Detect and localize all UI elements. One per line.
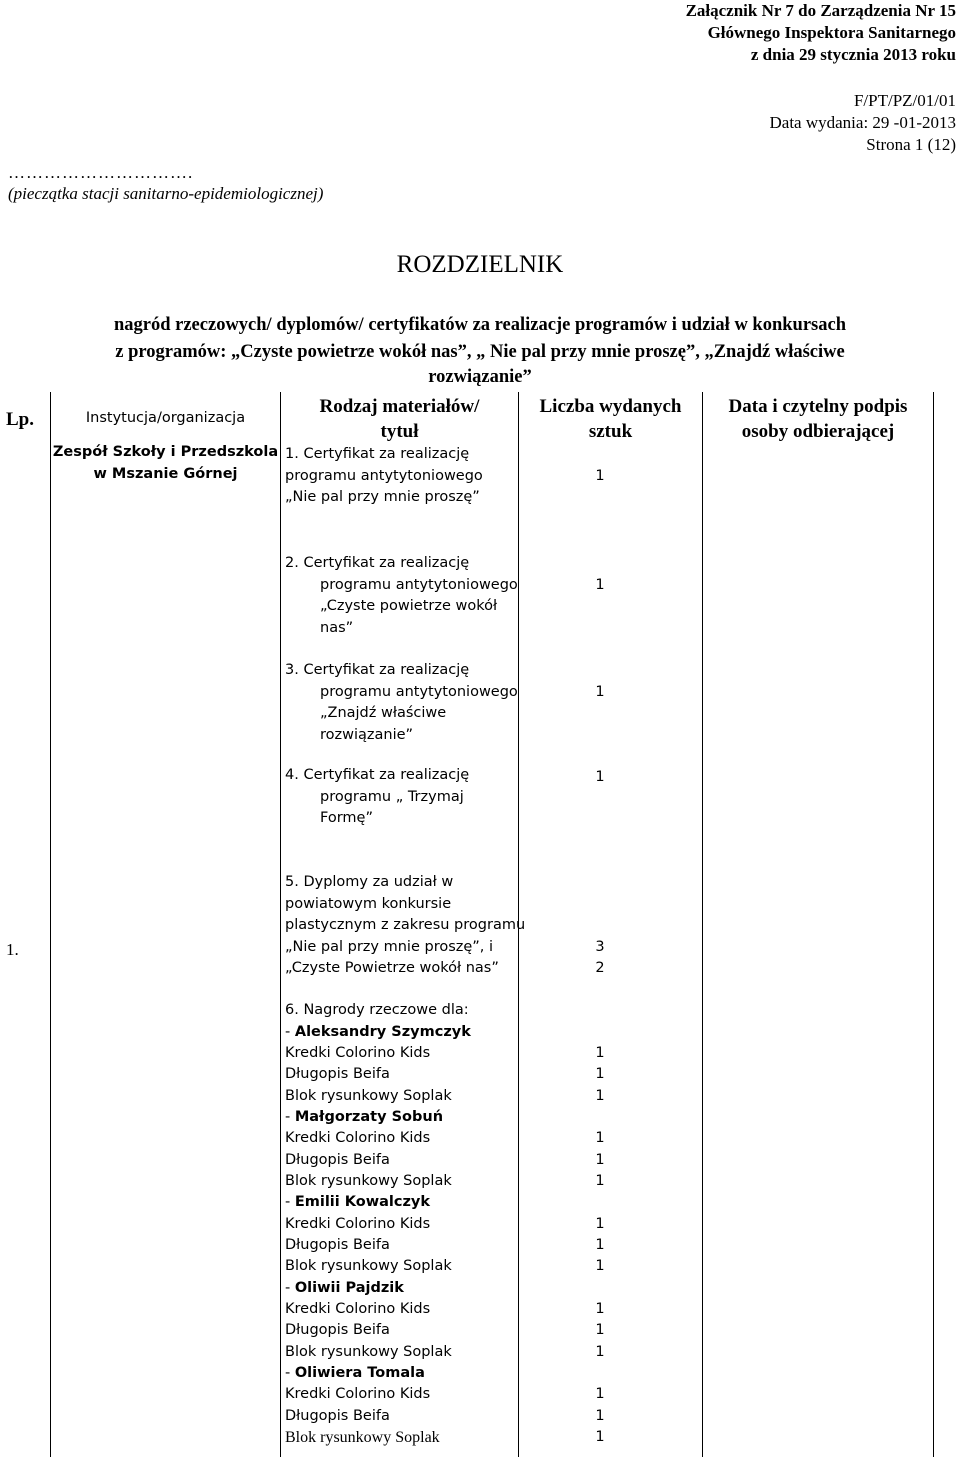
prize-count: 1 xyxy=(595,1322,605,1339)
institution-line-1: Zespół Szkoły i Przedszkola xyxy=(52,444,279,460)
recipient-name-text: Oliwiera Tomala xyxy=(294,1365,425,1382)
header-material-1: Rodzaj materiałów/ xyxy=(319,396,480,417)
recipient-name-text: Emilii Kowalczyk xyxy=(294,1194,431,1211)
issue-date: Data wydania: 29 -01-2013 xyxy=(769,113,956,132)
subtitle-line-1: nagród rzeczowych/ dyplomów/ certyfikatów za realizacje programów i udział w konkursach xyxy=(113,315,847,335)
item-5 xyxy=(285,872,525,980)
page-title: ROZDZIELNIK xyxy=(396,251,564,278)
prize-line: Długopis Beifa xyxy=(285,1151,390,1168)
prize-line: Blok rysunkowy Soplak xyxy=(285,1087,452,1104)
annex-line-1: Załącznik Nr 7 do Zarządzenia Nr 15 xyxy=(685,1,956,20)
item-2 xyxy=(285,553,518,639)
prize-count: 1 xyxy=(595,1301,605,1318)
header-lp: Lp. xyxy=(6,409,34,430)
prize-count: 1 xyxy=(595,1407,605,1424)
item-1-line: „Nie pal przy mnie proszę” xyxy=(285,489,480,505)
prize-count: 1 xyxy=(595,1066,605,1083)
prize-line: Blok rysunkowy Soplak xyxy=(285,1343,452,1360)
item-1 xyxy=(285,444,483,509)
prize-line: Kredki Colorino Kids xyxy=(285,1215,431,1232)
item-5-line: „Czyste Powietrze wokół nas” xyxy=(285,960,499,976)
institution-line-2: w Mszanie Górnej xyxy=(93,466,238,482)
prize-line: Blok rysunkowy Soplak xyxy=(285,1258,452,1275)
recipient-dash: - xyxy=(285,1365,295,1382)
item-2-line: nas” xyxy=(320,619,354,636)
header-material-2: tytuł xyxy=(380,421,419,442)
item-4-line: programu „ Trzymaj xyxy=(320,788,464,805)
prize-count: 1 xyxy=(595,1237,605,1253)
recipient-dash: - xyxy=(285,1194,295,1211)
prize-line: Długopis Beifa xyxy=(285,1322,390,1339)
prize-count: 1 xyxy=(595,1044,605,1061)
prize-count: 1 xyxy=(595,1151,605,1168)
recipient-dash: - xyxy=(285,1108,295,1125)
header-count-1: Liczba wydanych xyxy=(539,396,682,417)
prize-line: Kredki Colorino Kids xyxy=(285,1130,431,1147)
prize-count: 1 xyxy=(595,1215,605,1232)
header-count-2: sztuk xyxy=(588,421,633,442)
item-5-line: plastycznym z zakresu programu xyxy=(285,917,526,933)
item-4 xyxy=(285,765,469,830)
annex-line-2: Głównego Inspektora Sanitarnego xyxy=(707,23,956,42)
header-sign-2: osoby odbierającej xyxy=(741,421,895,442)
recipient-dash: - xyxy=(285,1279,295,1296)
table-rule-1 xyxy=(50,392,51,1457)
recipient-name-text: Oliwii Pajdzik xyxy=(294,1279,404,1296)
item-3-line: 3. Certyfikat za realizację xyxy=(285,662,470,678)
item-6-intro: 6. Nagrody rzeczowe dla: xyxy=(285,1002,469,1018)
table-rule-5 xyxy=(933,392,934,1457)
subtitle-line-3: rozwiązanie” xyxy=(428,367,532,387)
recipient-name xyxy=(285,1107,443,1129)
recipient-name xyxy=(285,1192,430,1214)
annex-line-3: z dnia 29 stycznia 2013 roku xyxy=(750,45,956,64)
item-5-line: „Nie pal przy mnie proszę”, i xyxy=(285,938,494,955)
item-3-count: 1 xyxy=(595,684,605,700)
subtitle-line-2: z programów: „Czyste powietrze wokół nas”, „ Nie pal przy mnie proszę”, „Znajdź właściwe xyxy=(115,342,845,362)
prize-line: Kredki Colorino Kids xyxy=(285,1301,431,1318)
item-3-line: programu antytytoniowego xyxy=(320,683,518,700)
prize-count: 1 xyxy=(595,1386,605,1403)
item-5-line: 5. Dyplomy za udział w xyxy=(285,874,454,890)
prize-line: Długopis Beifa xyxy=(285,1066,390,1083)
prize-line: Kredki Colorino Kids xyxy=(285,1386,431,1403)
item-1-line: 1. Certyfikat za realizację xyxy=(285,446,470,462)
stamp-dots: …………………………. xyxy=(8,163,194,182)
item-5-count-a: 3 xyxy=(595,939,605,955)
recipient-name xyxy=(285,1278,404,1300)
prize-count: 1 xyxy=(595,1343,605,1360)
row-lp: 1. xyxy=(6,940,19,959)
recipient-name xyxy=(285,1022,471,1044)
recipient-name-text: Małgorzaty Sobuń xyxy=(294,1108,444,1125)
item-2-line: programu antytytoniowego xyxy=(320,576,518,593)
header-sign-1: Data i czytelny podpis xyxy=(728,396,908,417)
item-1-count: 1 xyxy=(595,468,605,484)
recipient-name-text: Aleksandry Szymczyk xyxy=(294,1023,471,1040)
item-5-count-b: 2 xyxy=(595,960,605,976)
table-rule-2 xyxy=(280,392,281,1457)
item-3-line: rozwiązanie” xyxy=(320,726,414,743)
prize-count: 1 xyxy=(595,1429,605,1446)
item-3-line: „Znajdź właściwe xyxy=(320,705,447,721)
prize-count: 1 xyxy=(595,1172,605,1189)
prize-line: Długopis Beifa xyxy=(285,1237,390,1253)
prize-line: Długopis Beifa xyxy=(285,1407,390,1424)
recipient-name xyxy=(285,1363,425,1385)
page-number: Strona 1 (12) xyxy=(866,135,956,154)
item-6 xyxy=(285,1000,469,1022)
header-institution: Instytucja/organizacja xyxy=(85,410,246,426)
table-rule-4 xyxy=(702,392,703,1457)
item-2-count: 1 xyxy=(595,577,605,593)
item-2-line: „Czyste powietrze wokół xyxy=(320,598,498,614)
prize-count: 1 xyxy=(595,1258,605,1275)
prize-count: 1 xyxy=(595,1087,605,1104)
prize-line: Blok rysunkowy Soplak xyxy=(285,1172,452,1189)
item-2-line: 2. Certyfikat za realizację xyxy=(285,555,470,571)
stamp-label: (pieczątka stacji sanitarno-epidemiologicznej) xyxy=(8,184,324,203)
prize-line: Kredki Colorino Kids xyxy=(285,1044,431,1061)
item-4-line: Formę” xyxy=(320,810,373,826)
item-4-line: 4. Certyfikat za realizację xyxy=(285,767,470,783)
item-3 xyxy=(285,660,518,746)
item-4-count: 1 xyxy=(595,769,605,785)
item-1-line: programu antytytoniowego xyxy=(285,467,483,484)
item-5-line: powiatowym konkursie xyxy=(285,895,452,912)
recipient-dash: - xyxy=(285,1023,295,1040)
prize-count: 1 xyxy=(595,1130,605,1147)
doc-code: F/PT/PZ/01/01 xyxy=(853,91,956,110)
prize-line: Blok rysunkowy Soplak xyxy=(285,1429,440,1447)
